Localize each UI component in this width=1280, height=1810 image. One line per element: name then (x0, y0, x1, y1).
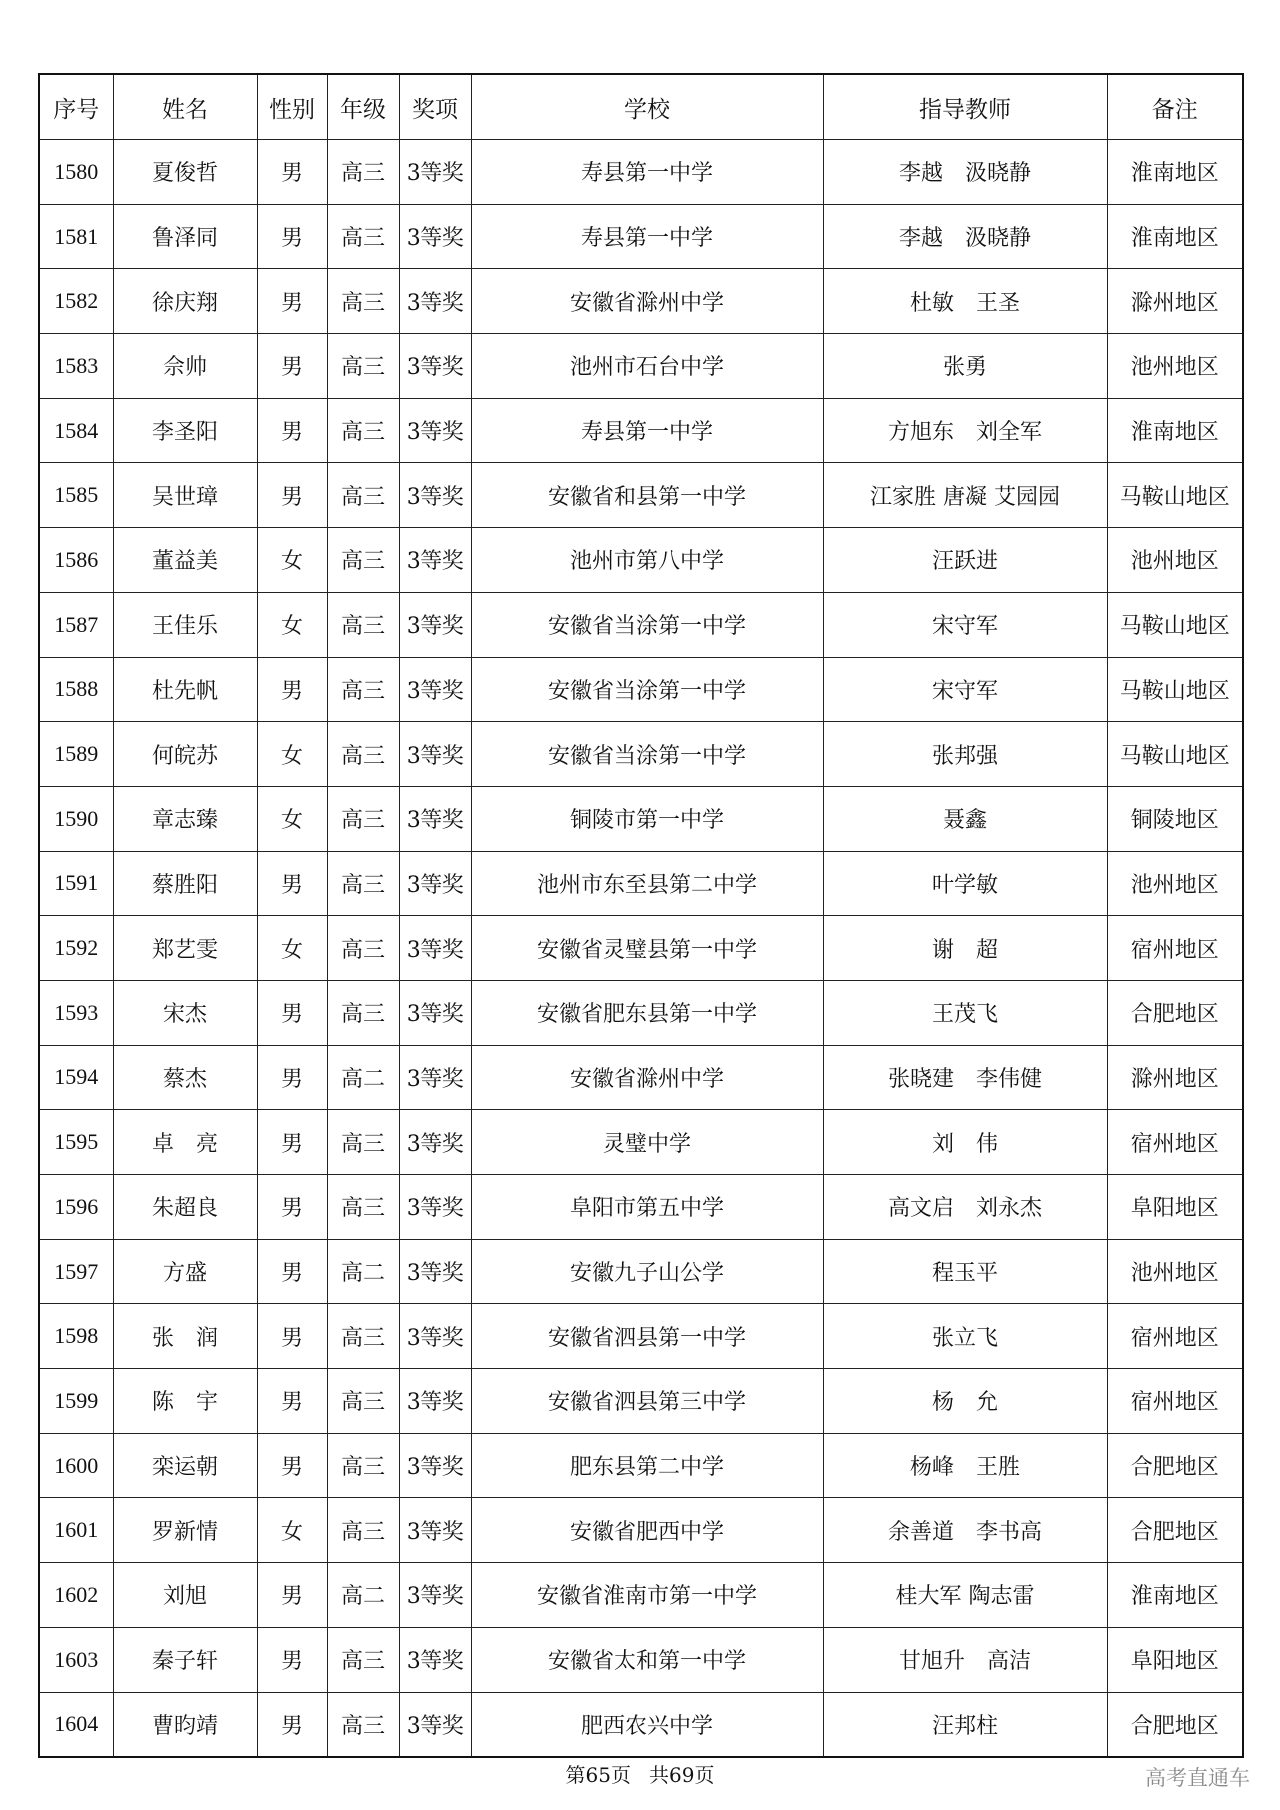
cell-school: 安徽省滁州中学 (471, 269, 823, 334)
header-school: 学校 (471, 74, 823, 140)
cell-award: 3等奖 (399, 463, 471, 528)
cell-award: 3等奖 (399, 1563, 471, 1628)
cell-note: 滁州地区 (1107, 269, 1243, 334)
cell-name: 刘旭 (113, 1563, 257, 1628)
cell-note: 马鞍山地区 (1107, 722, 1243, 787)
cell-teacher: 张勇 (823, 334, 1107, 399)
cell-gender: 男 (257, 463, 327, 528)
cell-note: 铜陵地区 (1107, 786, 1243, 851)
cell-award: 3等奖 (399, 1110, 471, 1175)
cell-name: 李圣阳 (113, 398, 257, 463)
page-current: 第65页 (565, 1763, 631, 1787)
cell-school: 安徽省肥西中学 (471, 1498, 823, 1563)
cell-teacher: 聂鑫 (823, 786, 1107, 851)
cell-note: 马鞍山地区 (1107, 592, 1243, 657)
cell-award: 3等奖 (399, 1433, 471, 1498)
cell-teacher: 李越 汲晓静 (823, 204, 1107, 269)
cell-id: 1594 (39, 1045, 113, 1110)
cell-school: 铜陵市第一中学 (471, 786, 823, 851)
cell-note: 池州地区 (1107, 334, 1243, 399)
cell-school: 安徽省泗县第三中学 (471, 1369, 823, 1434)
cell-note: 池州地区 (1107, 1239, 1243, 1304)
cell-gender: 男 (257, 1175, 327, 1240)
cell-gender: 男 (257, 1563, 327, 1628)
cell-teacher: 杜敏 王圣 (823, 269, 1107, 334)
cell-id: 1602 (39, 1563, 113, 1628)
cell-school: 安徽省淮南市第一中学 (471, 1563, 823, 1628)
cell-name: 陈 宇 (113, 1369, 257, 1434)
cell-school: 安徽九子山公学 (471, 1239, 823, 1304)
cell-teacher: 方旭东 刘全军 (823, 398, 1107, 463)
cell-grade: 高二 (327, 1045, 399, 1110)
cell-note: 合肥地区 (1107, 1692, 1243, 1757)
cell-award: 3等奖 (399, 204, 471, 269)
cell-teacher: 高文启 刘永杰 (823, 1175, 1107, 1240)
cell-note: 合肥地区 (1107, 1433, 1243, 1498)
cell-award: 3等奖 (399, 269, 471, 334)
cell-name: 郑艺雯 (113, 916, 257, 981)
cell-name: 秦子轩 (113, 1627, 257, 1692)
cell-grade: 高三 (327, 1498, 399, 1563)
cell-name: 章志臻 (113, 786, 257, 851)
table-row (39, 592, 1243, 657)
cell-teacher: 宋守军 (823, 657, 1107, 722)
cell-award: 3等奖 (399, 722, 471, 787)
cell-id: 1588 (39, 657, 113, 722)
cell-award: 3等奖 (399, 1369, 471, 1434)
cell-grade: 高二 (327, 1563, 399, 1628)
cell-award: 3等奖 (399, 1498, 471, 1563)
header-grade: 年级 (327, 74, 399, 140)
cell-gender: 女 (257, 786, 327, 851)
cell-school: 安徽省当涂第一中学 (471, 657, 823, 722)
cell-school: 安徽省太和第一中学 (471, 1627, 823, 1692)
cell-note: 池州地区 (1107, 528, 1243, 593)
cell-teacher: 汪跃进 (823, 528, 1107, 593)
cell-id: 1581 (39, 204, 113, 269)
table-row (39, 1563, 1243, 1628)
cell-school: 池州市石台中学 (471, 334, 823, 399)
awards-table (38, 73, 1244, 1758)
cell-gender: 男 (257, 1045, 327, 1110)
cell-school: 寿县第一中学 (471, 398, 823, 463)
cell-gender: 男 (257, 1433, 327, 1498)
cell-note: 马鞍山地区 (1107, 657, 1243, 722)
cell-award: 3等奖 (399, 1627, 471, 1692)
table-row (39, 1239, 1243, 1304)
cell-id: 1592 (39, 916, 113, 981)
cell-name: 夏俊哲 (113, 140, 257, 205)
cell-grade: 高二 (327, 1239, 399, 1304)
cell-note: 合肥地区 (1107, 980, 1243, 1045)
cell-note: 淮南地区 (1107, 204, 1243, 269)
cell-id: 1595 (39, 1110, 113, 1175)
table-row (39, 722, 1243, 787)
cell-note: 淮南地区 (1107, 398, 1243, 463)
cell-grade: 高三 (327, 1110, 399, 1175)
cell-school: 灵璧中学 (471, 1110, 823, 1175)
table-row (39, 980, 1243, 1045)
cell-id: 1598 (39, 1304, 113, 1369)
cell-note: 宿州地区 (1107, 916, 1243, 981)
cell-gender: 男 (257, 980, 327, 1045)
header-id: 序号 (39, 74, 113, 140)
cell-note: 池州地区 (1107, 851, 1243, 916)
cell-award: 3等奖 (399, 916, 471, 981)
cell-teacher: 宋守军 (823, 592, 1107, 657)
cell-gender: 男 (257, 657, 327, 722)
cell-gender: 女 (257, 592, 327, 657)
cell-teacher: 王茂飞 (823, 980, 1107, 1045)
cell-grade: 高三 (327, 269, 399, 334)
cell-award: 3等奖 (399, 1239, 471, 1304)
cell-note: 马鞍山地区 (1107, 463, 1243, 528)
table-row (39, 1433, 1243, 1498)
cell-teacher: 杨 允 (823, 1369, 1107, 1434)
cell-name: 佘帅 (113, 334, 257, 399)
cell-gender: 男 (257, 204, 327, 269)
cell-award: 3等奖 (399, 851, 471, 916)
cell-school: 安徽省泗县第一中学 (471, 1304, 823, 1369)
cell-teacher: 李越 汲晓静 (823, 140, 1107, 205)
cell-id: 1603 (39, 1627, 113, 1692)
cell-grade: 高三 (327, 1692, 399, 1757)
cell-school: 阜阳市第五中学 (471, 1175, 823, 1240)
cell-grade: 高三 (327, 1369, 399, 1434)
cell-grade: 高三 (327, 204, 399, 269)
cell-school: 池州市东至县第二中学 (471, 851, 823, 916)
cell-id: 1584 (39, 398, 113, 463)
cell-id: 1589 (39, 722, 113, 787)
cell-id: 1597 (39, 1239, 113, 1304)
cell-school: 安徽省肥东县第一中学 (471, 980, 823, 1045)
cell-grade: 高三 (327, 463, 399, 528)
table-row (39, 398, 1243, 463)
cell-name: 徐庆翔 (113, 269, 257, 334)
cell-name: 吴世璋 (113, 463, 257, 528)
table-row (39, 1110, 1243, 1175)
cell-note: 淮南地区 (1107, 1563, 1243, 1628)
cell-gender: 男 (257, 1627, 327, 1692)
cell-gender: 男 (257, 1239, 327, 1304)
cell-name: 朱超良 (113, 1175, 257, 1240)
cell-name: 栾运朝 (113, 1433, 257, 1498)
cell-teacher: 江家胜 唐凝 艾园园 (823, 463, 1107, 528)
cell-name: 何皖苏 (113, 722, 257, 787)
cell-note: 宿州地区 (1107, 1110, 1243, 1175)
cell-award: 3等奖 (399, 980, 471, 1045)
table-row (39, 528, 1243, 593)
cell-award: 3等奖 (399, 1692, 471, 1757)
cell-grade: 高三 (327, 722, 399, 787)
cell-teacher: 谢 超 (823, 916, 1107, 981)
cell-gender: 女 (257, 1498, 327, 1563)
cell-award: 3等奖 (399, 1175, 471, 1240)
table-row (39, 1369, 1243, 1434)
cell-id: 1580 (39, 140, 113, 205)
cell-note: 合肥地区 (1107, 1498, 1243, 1563)
table-row (39, 786, 1243, 851)
cell-grade: 高三 (327, 592, 399, 657)
cell-id: 1591 (39, 851, 113, 916)
cell-school: 安徽省当涂第一中学 (471, 722, 823, 787)
cell-award: 3等奖 (399, 334, 471, 399)
cell-teacher: 刘 伟 (823, 1110, 1107, 1175)
cell-school: 安徽省当涂第一中学 (471, 592, 823, 657)
cell-grade: 高三 (327, 398, 399, 463)
cell-teacher: 程玉平 (823, 1239, 1107, 1304)
cell-gender: 女 (257, 528, 327, 593)
cell-gender: 男 (257, 269, 327, 334)
cell-gender: 男 (257, 334, 327, 399)
cell-teacher: 桂大军 陶志雷 (823, 1563, 1107, 1628)
cell-award: 3等奖 (399, 528, 471, 593)
cell-grade: 高三 (327, 851, 399, 916)
table-header-row (39, 74, 1243, 140)
header-award: 奖项 (399, 74, 471, 140)
table-row (39, 851, 1243, 916)
cell-award: 3等奖 (399, 657, 471, 722)
cell-id: 1600 (39, 1433, 113, 1498)
cell-award: 3等奖 (399, 1045, 471, 1110)
cell-school: 肥西农兴中学 (471, 1692, 823, 1757)
cell-gender: 男 (257, 1369, 327, 1434)
cell-name: 张 润 (113, 1304, 257, 1369)
cell-name: 杜先帆 (113, 657, 257, 722)
page-footer (0, 1759, 1280, 1788)
cell-award: 3等奖 (399, 1304, 471, 1369)
cell-note: 滁州地区 (1107, 1045, 1243, 1110)
table-row (39, 1045, 1243, 1110)
cell-id: 1599 (39, 1369, 113, 1434)
cell-id: 1587 (39, 592, 113, 657)
cell-grade: 高三 (327, 140, 399, 205)
cell-teacher: 叶学敏 (823, 851, 1107, 916)
cell-name: 宋杰 (113, 980, 257, 1045)
cell-note: 宿州地区 (1107, 1369, 1243, 1434)
header-gender: 性别 (257, 74, 327, 140)
cell-name: 鲁泽同 (113, 204, 257, 269)
cell-name: 罗新情 (113, 1498, 257, 1563)
cell-gender: 男 (257, 1304, 327, 1369)
cell-grade: 高三 (327, 1304, 399, 1369)
cell-grade: 高三 (327, 528, 399, 593)
cell-note: 宿州地区 (1107, 1304, 1243, 1369)
page-total: 共69页 (649, 1763, 715, 1787)
cell-grade: 高三 (327, 1627, 399, 1692)
header-note: 备注 (1107, 74, 1243, 140)
cell-gender: 女 (257, 722, 327, 787)
cell-id: 1590 (39, 786, 113, 851)
cell-id: 1604 (39, 1692, 113, 1757)
cell-school: 寿县第一中学 (471, 204, 823, 269)
cell-id: 1583 (39, 334, 113, 399)
cell-award: 3等奖 (399, 398, 471, 463)
cell-grade: 高三 (327, 980, 399, 1045)
cell-id: 1582 (39, 269, 113, 334)
cell-name: 曹昀靖 (113, 1692, 257, 1757)
table-row (39, 463, 1243, 528)
cell-award: 3等奖 (399, 140, 471, 205)
cell-note: 阜阳地区 (1107, 1175, 1243, 1240)
table-row (39, 916, 1243, 981)
table-row (39, 1627, 1243, 1692)
cell-teacher: 汪邦柱 (823, 1692, 1107, 1757)
cell-school: 安徽省滁州中学 (471, 1045, 823, 1110)
watermark: 高考直通车 (1145, 1766, 1250, 1790)
table-row (39, 334, 1243, 399)
cell-name: 王佳乐 (113, 592, 257, 657)
header-teacher: 指导教师 (823, 74, 1107, 140)
cell-school: 池州市第八中学 (471, 528, 823, 593)
cell-name: 蔡胜阳 (113, 851, 257, 916)
cell-note: 淮南地区 (1107, 140, 1243, 205)
cell-grade: 高三 (327, 916, 399, 981)
cell-gender: 男 (257, 1110, 327, 1175)
table-row (39, 1175, 1243, 1240)
cell-gender: 男 (257, 851, 327, 916)
cell-id: 1586 (39, 528, 113, 593)
table-row (39, 204, 1243, 269)
cell-grade: 高三 (327, 786, 399, 851)
cell-gender: 女 (257, 916, 327, 981)
cell-id: 1596 (39, 1175, 113, 1240)
cell-school: 肥东县第二中学 (471, 1433, 823, 1498)
cell-school: 安徽省灵璧县第一中学 (471, 916, 823, 981)
cell-grade: 高三 (327, 1175, 399, 1240)
cell-teacher: 甘旭升 高洁 (823, 1627, 1107, 1692)
cell-id: 1601 (39, 1498, 113, 1563)
cell-gender: 男 (257, 398, 327, 463)
cell-grade: 高三 (327, 334, 399, 399)
table-row (39, 140, 1243, 205)
cell-award: 3等奖 (399, 592, 471, 657)
cell-school: 寿县第一中学 (471, 140, 823, 205)
cell-teacher: 余善道 李书高 (823, 1498, 1107, 1563)
cell-teacher: 张立飞 (823, 1304, 1107, 1369)
cell-gender: 男 (257, 140, 327, 205)
cell-grade: 高三 (327, 657, 399, 722)
cell-name: 方盛 (113, 1239, 257, 1304)
cell-award: 3等奖 (399, 786, 471, 851)
cell-name: 蔡杰 (113, 1045, 257, 1110)
cell-id: 1585 (39, 463, 113, 528)
awards-table-container (38, 73, 1242, 1758)
cell-grade: 高三 (327, 1433, 399, 1498)
table-row (39, 657, 1243, 722)
table-row (39, 1304, 1243, 1369)
cell-name: 董益美 (113, 528, 257, 593)
cell-school: 安徽省和县第一中学 (471, 463, 823, 528)
cell-gender: 男 (257, 1692, 327, 1757)
cell-name: 卓 亮 (113, 1110, 257, 1175)
table-row (39, 269, 1243, 334)
table-row (39, 1498, 1243, 1563)
cell-note: 阜阳地区 (1107, 1627, 1243, 1692)
cell-teacher: 张邦强 (823, 722, 1107, 787)
cell-teacher: 张晓建 李伟健 (823, 1045, 1107, 1110)
cell-teacher: 杨峰 王胜 (823, 1433, 1107, 1498)
cell-id: 1593 (39, 980, 113, 1045)
header-name: 姓名 (113, 74, 257, 140)
table-row (39, 1692, 1243, 1757)
